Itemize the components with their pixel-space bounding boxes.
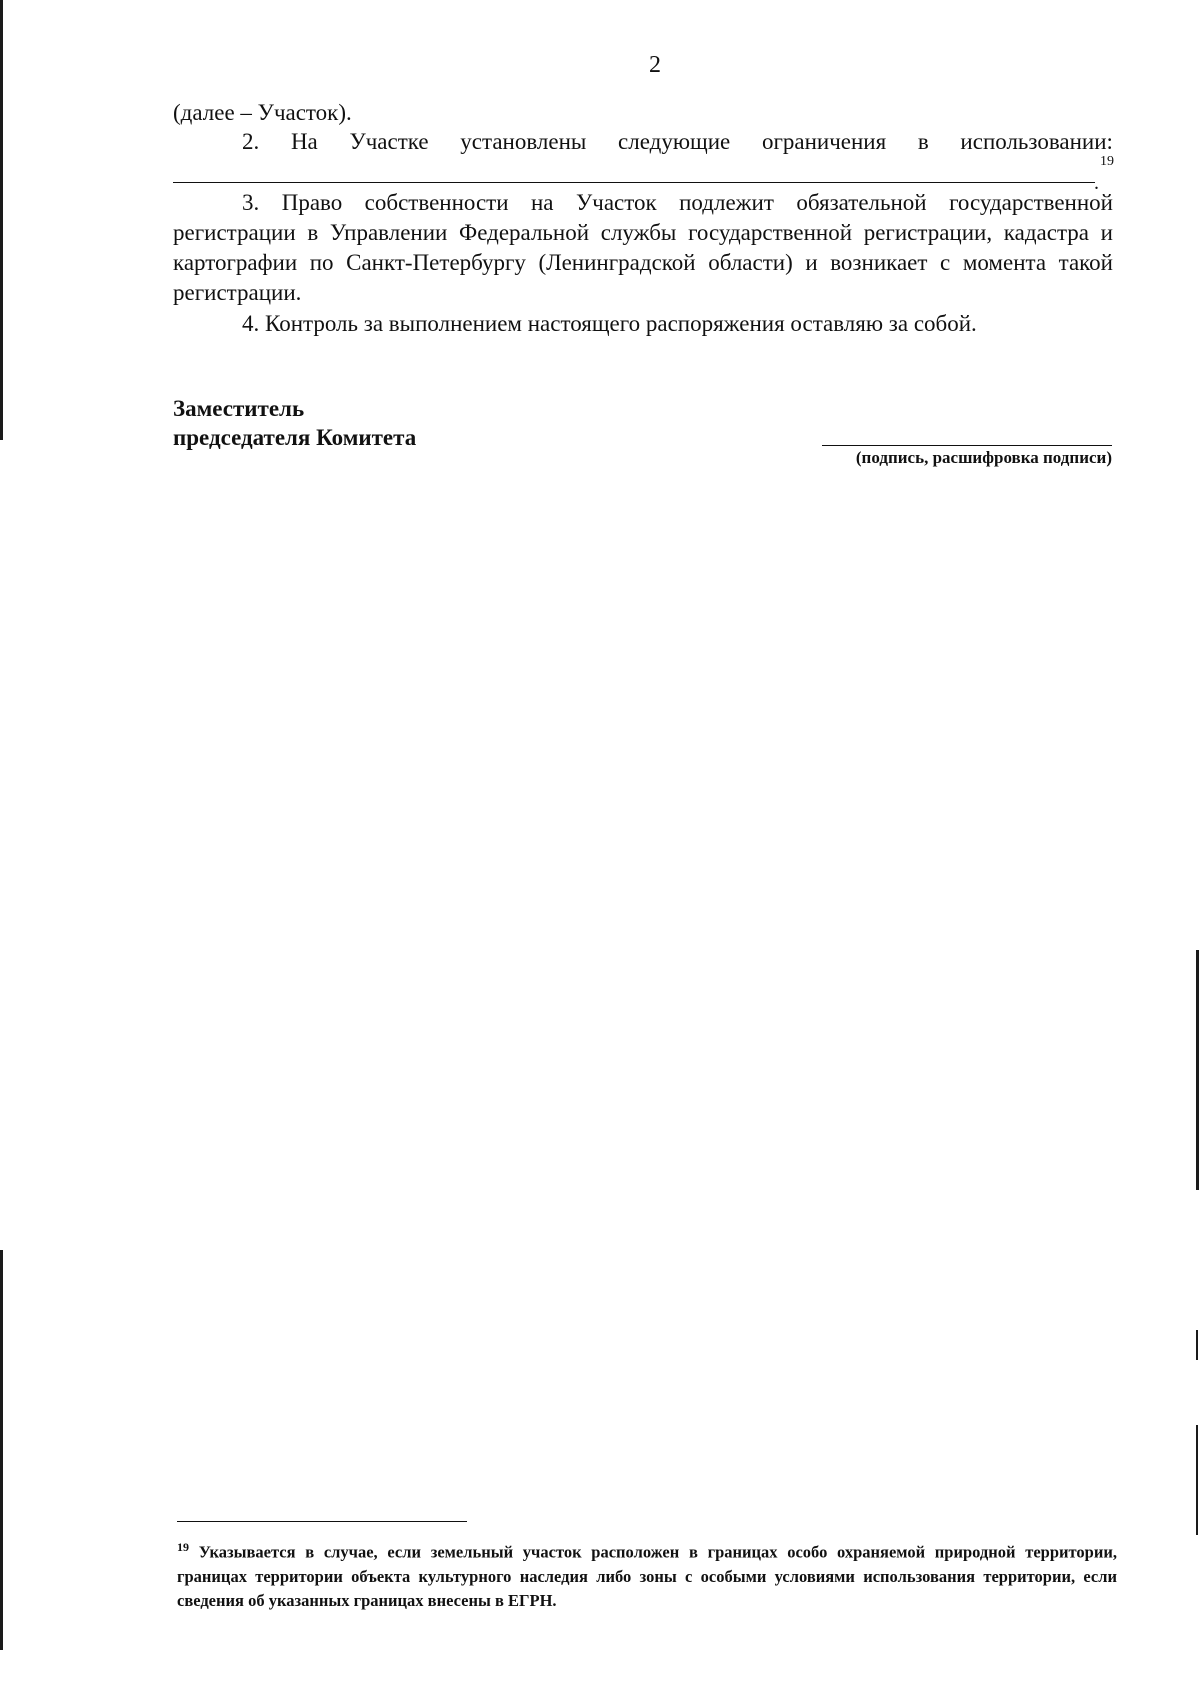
paragraph-2-word: На (290, 129, 318, 154)
paragraph-2-word: Участке (349, 129, 429, 154)
paragraph-2-number: 2. (242, 129, 260, 154)
paragraph-2-word: следующие (618, 129, 731, 154)
page-number: 2 (649, 52, 661, 78)
signatory-title-line-2: председателя Комитета (173, 425, 417, 450)
paragraph-4: 4. Контроль за выполнением настоящего распоряжения оставляю за собой. (242, 311, 977, 336)
restrictions-fill-line (173, 182, 1095, 183)
signatory-title (173, 394, 416, 452)
paragraph-2-word: в (917, 129, 929, 154)
footnote-reference: 19 (1100, 154, 1114, 169)
paragraph-2-word: использовании: (960, 129, 1113, 154)
paragraph-2 (173, 127, 1113, 157)
fill-line-period: . (1094, 172, 1099, 194)
paragraph-2-word: ограничения (761, 129, 887, 154)
paragraph-2-word: установлены (460, 129, 587, 154)
scan-edge-mark (1196, 1330, 1198, 1360)
signature-line (822, 445, 1112, 446)
scan-edge-mark (1196, 1425, 1198, 1535)
footnote-marker: 19 (177, 1540, 189, 1554)
footnote-separator (177, 1521, 467, 1522)
paragraph-continuation: (далее – Участок). (173, 100, 352, 125)
footnote-19 (177, 1535, 1117, 1613)
paragraph-3: 3. Право собственности на Участок подлежит обязательной государственной регистрации в Управлении Федеральной службы государственной регистрации, кадастра и картографии по Санкт-Петербургу (Ленинградской области) и возникает с момента такой регистрации. (173, 190, 1113, 305)
scan-edge-mark (0, 1250, 3, 1650)
scan-edge-mark (1196, 950, 1199, 1190)
footnote-text: Указывается в случае, если земельный участок расположен в границах особо охраняемой природной территории, границах территории объекта культурного наследия либо зоны с особыми условиями использования территории, если сведения об указанных границах внесены в ЕГРН. (177, 1542, 1117, 1610)
signature-caption: (подпись, расшифровка подписи) (855, 448, 1112, 467)
signatory-title-line-1: Заместитель (173, 396, 305, 421)
